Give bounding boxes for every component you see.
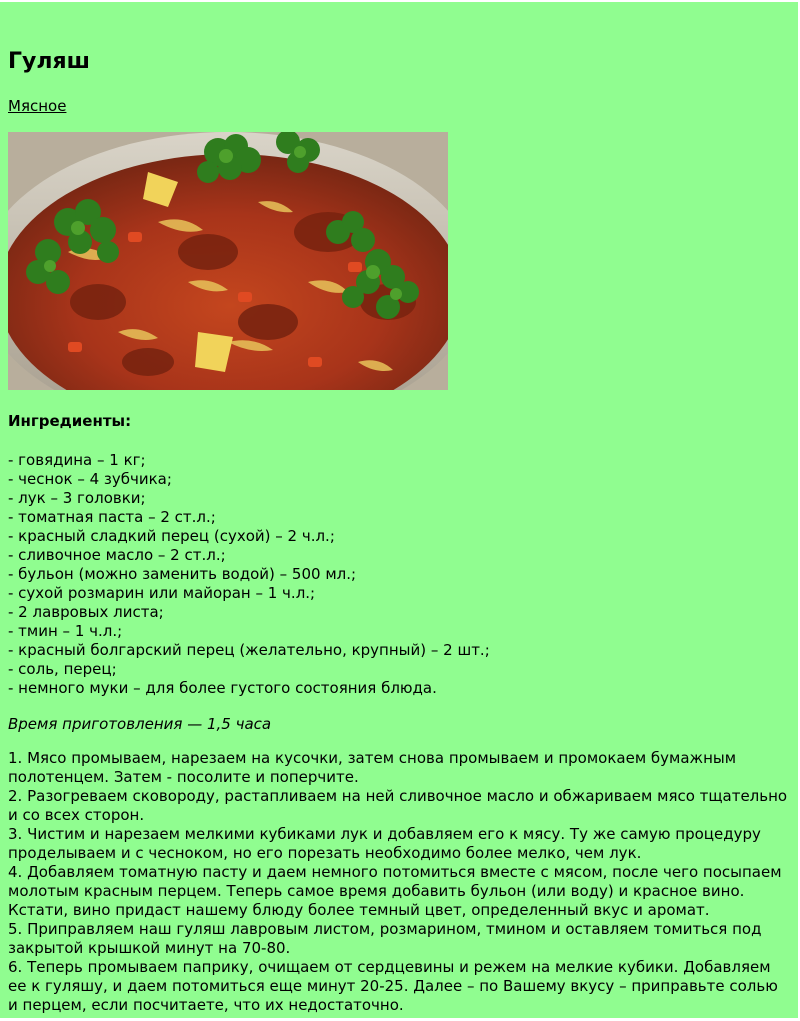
ingredient-item: - сливочное масло – 2 ст.л.; bbox=[8, 546, 226, 564]
ingredient-item: - соль, перец; bbox=[8, 660, 117, 678]
cooking-time: Время приготовления — 1,5 часа bbox=[8, 715, 272, 733]
step-item: 5. Приправляем наш гуляш лавровым листом, розмарином, тмином и оставляем томиться под закрытой крышкой минут на 70-80. bbox=[8, 920, 762, 957]
recipe-page bbox=[0, 2, 800, 1018]
ingredients-list bbox=[8, 451, 490, 698]
ingredients-heading: Ингредиенты: bbox=[8, 412, 132, 430]
step-item: 1. Мясо промываем, нарезаем на кусочки, затем снова промываем и промокаем бумажным полотенцем. Затем - посолите и поперчите. bbox=[8, 749, 737, 786]
step-item: 2. Разогреваем сковороду, растапливаем на ней сливочное масло и обжариваем мясо тщательно и со всех сторон. bbox=[8, 787, 788, 824]
recipe-title: Гуляш bbox=[8, 49, 90, 74]
steps-list bbox=[8, 749, 792, 1015]
ingredient-item: - чеснок – 4 зубчика; bbox=[8, 470, 172, 488]
ingredient-item: - красный болгарский перец (желательно, крупный) – 2 шт.; bbox=[8, 641, 490, 659]
ingredient-item: - томатная паста – 2 ст.л.; bbox=[8, 508, 216, 526]
ingredient-item: - красный сладкий перец (сухой) – 2 ч.л.; bbox=[8, 527, 335, 545]
step-item: 3. Чистим и нарезаем мелкими кубиками лук и добавляем его к мясу. Ту же самую процедуру проделываем и с чесноком, но его порезать необходимо более мелко, чем лук. bbox=[8, 825, 761, 862]
step-item: 4. Добавляем томатную пасту и даем немного потомиться вместе с мясом, после чего посыпаем молотым красным перцем. Теперь самое время добавить бульон (или воду) и красное вино. Кстати, вино придаст нашему блюду более темный цвет, определенный вкус и аромат. bbox=[8, 863, 782, 919]
ingredient-item: - лук – 3 головки; bbox=[8, 489, 146, 507]
ingredient-item: - немного муки – для более густого состояния блюда. bbox=[8, 679, 437, 697]
goulash-image bbox=[8, 132, 448, 390]
ingredient-item: - бульон (можно заменить водой) – 500 мл.; bbox=[8, 565, 357, 583]
ingredient-item: - говядина – 1 кг; bbox=[8, 451, 146, 469]
ingredient-item: - 2 лавровых листа; bbox=[8, 603, 164, 621]
step-item: 6. Теперь промываем паприку, очищаем от сердцевины и режем на мелкие кубики. Добавляем ее к гуляшу, и даем потомиться еще минут 20-25. Далее – по Вашему вкусу – приправьте солью и перцем, если посчитаете, что их недостаточно. bbox=[8, 958, 778, 1014]
ingredient-item: - тмин – 1 ч.л.; bbox=[8, 622, 123, 640]
ingredient-item: - сухой розмарин или майоран – 1 ч.л.; bbox=[8, 584, 316, 602]
category-link[interactable]: Мясное bbox=[8, 97, 67, 115]
dish-photo bbox=[8, 132, 448, 390]
